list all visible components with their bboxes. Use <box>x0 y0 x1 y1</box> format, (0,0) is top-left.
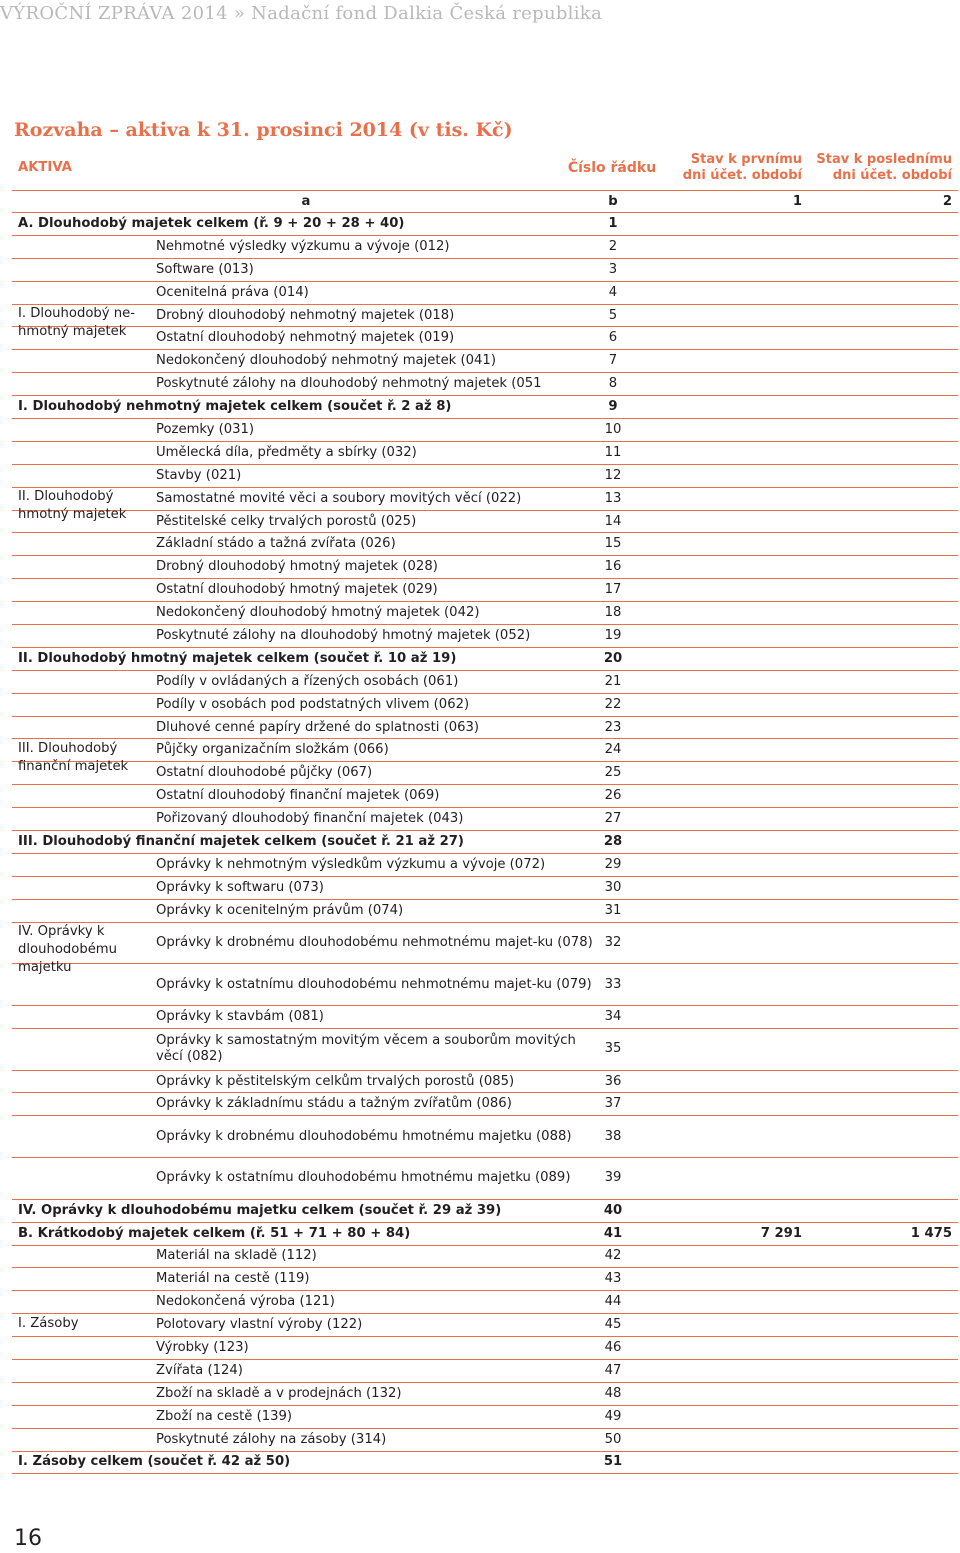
row-line-number: 21 <box>604 673 622 689</box>
table-body <box>12 213 958 1474</box>
row-description: Umělecká díla, předměty a sbírky (032) <box>156 444 417 460</box>
row-line-number: 8 <box>608 376 618 392</box>
total-row <box>12 396 958 419</box>
table-row <box>12 717 958 740</box>
row-line-number: 25 <box>604 765 622 781</box>
row-description: Oprávky k ostatnímu dlouhodobému nehmotnému majet-ku (079) <box>156 976 592 992</box>
value-first-day <box>672 831 802 853</box>
table-subheader-row <box>12 191 958 213</box>
table-row <box>12 1268 958 1291</box>
table-row <box>12 1029 958 1071</box>
row-description: Zboží na skladě a v prodejnách (132) <box>156 1385 402 1401</box>
table-row <box>12 1314 958 1337</box>
row-description: Poskytnuté zálohy na zásoby (314) <box>156 1431 387 1447</box>
row-description: Oprávky k drobnému dlouhodobému nehmotnému majet-ku (078) <box>156 934 593 950</box>
row-line-number: 43 <box>604 1271 622 1287</box>
row-line-number: 3 <box>608 261 618 277</box>
row-line-number: 42 <box>604 1248 622 1264</box>
value-last-day <box>812 213 952 235</box>
row-line-number: 31 <box>604 902 622 918</box>
table-row <box>12 1093 958 1116</box>
row-description: Poskytnuté zálohy na dlouhodobý hmotný majetek (052) <box>156 627 531 643</box>
row-description: Nedokončený dlouhodobý nehmotný majetek (041) <box>156 353 496 369</box>
row-line-number: 5 <box>608 307 618 323</box>
table-row <box>12 579 958 602</box>
row-line-number: 27 <box>604 811 622 827</box>
subheader-1: 1 <box>792 193 802 209</box>
row-description: Nehmotné výsledky výzkumu a vývoje (012) <box>156 238 450 254</box>
table-row <box>12 785 958 808</box>
row-line-number: 46 <box>604 1340 622 1355</box>
subheader-b: b <box>608 193 618 209</box>
row-line-number: 19 <box>604 627 622 643</box>
row-line-number: 50 <box>604 1431 622 1447</box>
row-line-number: 51 <box>603 1454 623 1470</box>
table-row <box>12 900 958 923</box>
row-line-number: 15 <box>604 536 622 552</box>
row-description: Nedokončená výroba (121) <box>156 1294 335 1310</box>
value-first-day <box>672 396 802 418</box>
row-description: Půjčky organizačním složkám (066) <box>156 742 389 758</box>
row-description: Stavby (021) <box>156 467 242 483</box>
page-number: 16 <box>14 1526 42 1551</box>
row-line-number: 40 <box>603 1202 623 1218</box>
table-row <box>12 1291 958 1314</box>
total-row <box>12 1223 958 1246</box>
header-first-day: Stav k prvnímu dni účet. období <box>682 152 802 183</box>
row-description: Ostatní dlouhodobý finanční majetek (069) <box>156 788 440 804</box>
table-row <box>12 762 958 785</box>
row-description: Oprávky k základnímu stádu a tažným zvířatům (086) <box>156 1096 512 1112</box>
row-line-number: 4 <box>608 284 618 300</box>
row-description: Zboží na cestě (139) <box>156 1408 293 1424</box>
table-header-row <box>12 146 958 191</box>
value-first-day <box>672 1200 802 1222</box>
header-aktiva: AKTIVA <box>18 160 72 175</box>
table-row <box>12 511 958 534</box>
table-row <box>12 1360 958 1383</box>
row-description: Poskytnuté zálohy na dlouhodobý nehmotný majetek (051 <box>156 376 542 392</box>
row-description: Základní stádo a tažná zvířata (026) <box>156 536 396 552</box>
table-row <box>12 1006 958 1029</box>
row-description: Zvířata (124) <box>156 1362 243 1378</box>
group-label: III. Dlouhodobý finanční majetek <box>18 741 129 774</box>
row-line-number: 9 <box>608 399 618 415</box>
row-description: Oprávky k ocenitelným právům (074) <box>156 902 404 918</box>
row-description: Pořizovaný dlouhodobý finanční majetek (043) <box>156 811 464 827</box>
row-line-number: 44 <box>604 1294 622 1310</box>
group-label: I. Zásoby <box>18 1316 79 1331</box>
value-first-day <box>672 213 802 235</box>
row-description: Polotovary vlastní výroby (122) <box>156 1317 363 1333</box>
row-line-number: 45 <box>604 1317 622 1333</box>
row-line-number: 37 <box>604 1096 622 1112</box>
row-line-number: 29 <box>604 856 622 872</box>
value-last-day: 1 475 <box>910 1225 952 1241</box>
table-row <box>12 1406 958 1429</box>
value-last-day <box>812 1452 952 1474</box>
header-line-number: Číslo řádku <box>567 160 657 176</box>
total-row <box>12 648 958 671</box>
total-row <box>12 831 958 854</box>
row-line-number: 13 <box>604 490 622 506</box>
row-description: III. Dlouhodobý finanční majetek celkem (součet ř. 21 až 27) <box>18 833 464 849</box>
row-line-number: 2 <box>608 238 618 254</box>
row-description: Oprávky k stavbám (081) <box>156 1008 324 1024</box>
row-description: I. Zásoby celkem (součet ř. 42 až 50) <box>18 1454 291 1470</box>
report-header: VÝROČNÍ ZPRÁVA 2014 » Nadační fond Dalkia Česká republika <box>0 3 603 24</box>
table-row <box>12 1116 958 1158</box>
table-row <box>12 373 958 396</box>
row-description: B. Krátkodobý majetek celkem (ř. 51 + 71 + 80 + 84) <box>18 1225 411 1241</box>
row-description: Samostatné movité věci a soubory movitých věcí (022) <box>156 490 522 506</box>
table-row <box>12 854 958 877</box>
row-line-number: 24 <box>604 742 622 758</box>
row-description: Dluhové cenné papíry držené do splatnosti (063) <box>156 719 480 735</box>
table-row <box>12 488 958 511</box>
table-row <box>12 877 958 900</box>
table-row <box>12 305 958 328</box>
row-line-number: 32 <box>604 934 622 950</box>
table-row <box>12 259 958 282</box>
total-row <box>12 213 958 236</box>
row-description: Pěstitelské celky trvalých porostů (025) <box>156 513 417 529</box>
group-label: II. Dlouhodobý hmotný majetek <box>18 489 127 522</box>
row-line-number: 17 <box>604 582 622 598</box>
value-last-day <box>812 831 952 853</box>
row-description: Oprávky k drobnému dlouhodobému hmotnému majetku (088) <box>156 1128 572 1144</box>
row-description: Materiál na cestě (119) <box>156 1271 310 1287</box>
table-row <box>12 625 958 648</box>
table-row <box>12 1337 958 1360</box>
table-row <box>12 671 958 694</box>
row-description: Výrobky (123) <box>156 1340 249 1355</box>
value-last-day <box>812 396 952 418</box>
value-last-day <box>812 1200 952 1222</box>
table-row <box>12 964 958 1006</box>
row-line-number: 48 <box>604 1385 622 1401</box>
group-label: IV. Oprávky k dlouhodobému majetku <box>18 924 118 975</box>
row-line-number: 47 <box>604 1362 622 1378</box>
row-description: Pozemky (031) <box>156 421 255 437</box>
row-line-number: 28 <box>603 833 623 849</box>
row-description: Ostatní dlouhodobý hmotný majetek (029) <box>156 582 438 598</box>
row-line-number: 35 <box>604 1041 622 1057</box>
row-line-number: 39 <box>604 1170 622 1186</box>
table-row <box>12 923 958 965</box>
row-description: Oprávky k samostatným movitým věcem a souborům movitých věcí (082) <box>156 1033 576 1065</box>
table-row <box>12 419 958 442</box>
total-row <box>12 1452 958 1475</box>
table-row <box>12 327 958 350</box>
total-row <box>12 1200 958 1223</box>
row-description: Materiál na skladě (112) <box>156 1248 317 1264</box>
row-line-number: 10 <box>604 421 622 437</box>
row-description: Ostatní dlouhodobé půjčky (067) <box>156 765 373 781</box>
row-line-number: 11 <box>604 444 622 460</box>
page-title: Rozvaha – aktiva k 31. prosinci 2014 (v tis. Kč) <box>14 119 513 141</box>
value-last-day <box>812 648 952 670</box>
row-line-number: 34 <box>604 1008 622 1024</box>
value-first-day: 7 291 <box>760 1225 802 1241</box>
table-row <box>12 602 958 625</box>
row-line-number: 6 <box>608 330 618 346</box>
row-description: Oprávky k nehmotným výsledkům výzkumu a vývoje (072) <box>156 856 546 872</box>
table-row <box>12 465 958 488</box>
table-row <box>12 442 958 465</box>
balance-sheet-table <box>12 146 958 1474</box>
table-row <box>12 1429 958 1452</box>
row-line-number: 41 <box>603 1225 623 1241</box>
value-first-day <box>672 1452 802 1474</box>
row-description: Podíly v ovládaných a řízených osobách (061) <box>156 673 459 689</box>
row-line-number: 38 <box>604 1128 622 1144</box>
row-line-number: 36 <box>604 1073 622 1089</box>
table-row <box>12 808 958 831</box>
row-line-number: 14 <box>604 513 622 529</box>
row-line-number: 12 <box>604 467 622 483</box>
row-line-number: 1 <box>608 215 618 231</box>
table-row <box>12 1246 958 1269</box>
group-label: I. Dlouhodobý ne-hmotný majetek <box>18 306 135 339</box>
row-description: Oprávky k pěstitelským celkům trvalých porostů (085) <box>156 1073 515 1089</box>
row-description: Ocenitelná práva (014) <box>156 284 309 300</box>
table-row <box>12 350 958 373</box>
row-line-number: 26 <box>604 788 622 804</box>
row-description: Podíly v osobách pod podstatných vlivem (062) <box>156 696 470 712</box>
row-description: Drobný dlouhodobý hmotný majetek (028) <box>156 559 438 575</box>
table-row <box>12 556 958 579</box>
table-row <box>12 1071 958 1094</box>
row-description: Software (013) <box>156 261 254 277</box>
subheader-a: a <box>301 193 311 209</box>
row-line-number: 18 <box>604 605 622 621</box>
row-description: Oprávky k ostatnímu dlouhodobému hmotnému majetku (089) <box>156 1170 571 1186</box>
row-description: Drobný dlouhodobý nehmotný majetek (018) <box>156 307 455 323</box>
row-line-number: 49 <box>604 1408 622 1424</box>
header-last-day: Stav k poslednímu dni účet. období <box>816 152 952 183</box>
table-row <box>12 1383 958 1406</box>
row-line-number: 22 <box>604 696 622 712</box>
row-line-number: 20 <box>603 650 623 666</box>
table-row <box>12 1158 958 1200</box>
row-description: Oprávky k softwaru (073) <box>156 879 324 895</box>
row-description: A. Dlouhodobý majetek celkem (ř. 9 + 20 + 28 + 40) <box>18 215 405 231</box>
row-description: Ostatní dlouhodobý nehmotný majetek (019) <box>156 330 455 346</box>
table-row <box>12 739 958 762</box>
row-description: II. Dlouhodobý hmotný majetek celkem (součet ř. 10 až 19) <box>18 650 457 666</box>
row-line-number: 30 <box>604 879 622 895</box>
subheader-2: 2 <box>942 193 952 209</box>
table-row <box>12 694 958 717</box>
table-row <box>12 533 958 556</box>
table-row <box>12 282 958 305</box>
row-description: I. Dlouhodobý nehmotný majetek celkem (součet ř. 2 až 8) <box>18 399 452 415</box>
table-row <box>12 236 958 259</box>
row-description: Nedokončený dlouhodobý hmotný majetek (042) <box>156 605 480 621</box>
row-line-number: 33 <box>604 976 622 992</box>
row-line-number: 16 <box>604 559 622 575</box>
row-line-number: 7 <box>608 353 618 369</box>
row-line-number: 23 <box>604 719 622 735</box>
row-description: IV. Oprávky k dlouhodobému majetku celkem (součet ř. 29 až 39) <box>18 1202 502 1218</box>
value-first-day <box>672 648 802 670</box>
